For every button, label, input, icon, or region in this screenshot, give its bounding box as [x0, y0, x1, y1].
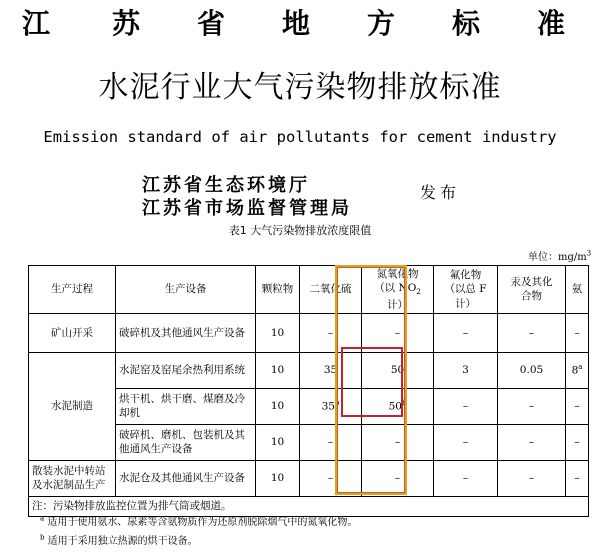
- so2-cell: 35: [300, 352, 362, 388]
- footnote-marker: b: [40, 533, 45, 542]
- ammonia-cell: –: [566, 460, 589, 496]
- header-fluoride: [434, 266, 498, 314]
- process-cell: 矿山开采: [29, 313, 116, 352]
- so2-cell: –: [300, 460, 362, 496]
- emission-limits-table: [28, 265, 589, 517]
- mercury-cell: –: [498, 313, 566, 352]
- equipment-cell: 烘干机、烘干磨、煤磨及冷却机: [116, 388, 256, 424]
- nox-cell: –: [362, 424, 434, 460]
- table-row: [29, 460, 589, 496]
- header-particulate: 颗粒物: [256, 266, 300, 314]
- mercury-cell: –: [498, 424, 566, 460]
- process-cell: 散装水泥中转站及水泥制品生产: [29, 460, 116, 496]
- mercury-cell: –: [498, 388, 566, 424]
- nox-line1: 氮氧化物: [376, 268, 419, 280]
- issuer-market-supervision: 江苏省市场监督管理局: [142, 198, 352, 219]
- mercury-line1: 汞及其化: [510, 276, 553, 289]
- table-row: [29, 313, 589, 352]
- mercury-line2: 合物: [521, 290, 542, 303]
- process-cell: 水泥制造: [29, 352, 116, 460]
- heading-char: 省: [197, 7, 226, 40]
- heading-char: 苏: [112, 7, 141, 40]
- nox-cell: 50: [362, 352, 434, 388]
- header-so2: 二氧化硫: [300, 266, 362, 314]
- fluoride-cell: 3: [434, 352, 498, 388]
- header-nox: [362, 266, 434, 314]
- so2-value: 35: [321, 400, 335, 413]
- heading-char: 标: [452, 7, 481, 40]
- fluoride-cell: –: [434, 388, 498, 424]
- particulate-cell: 10: [256, 424, 300, 460]
- heading-char: 地: [282, 7, 311, 40]
- mercury-cell: –: [498, 460, 566, 496]
- nox-line2-sub: 2: [416, 288, 421, 297]
- fluoride-cell: –: [434, 460, 498, 496]
- nox-line2-post: 计）: [387, 298, 408, 311]
- nox-cell: –: [362, 313, 434, 352]
- equipment-cell: 破碎机及其他通风生产设备: [116, 313, 256, 352]
- header-ammonia: 氨: [566, 266, 589, 314]
- particulate-cell: 10: [256, 352, 300, 388]
- fluoride-line2: （以总 F 计）: [444, 283, 487, 310]
- particulate-cell: 10: [256, 313, 300, 352]
- footnote-marker: b: [401, 399, 407, 408]
- nox-cell: –: [362, 460, 434, 496]
- footnote-b: [40, 532, 198, 547]
- table-header-row: [29, 266, 589, 314]
- publish-label: 发布: [420, 183, 461, 202]
- ammonia-cell: –: [566, 388, 589, 424]
- heading-char: 准: [537, 7, 566, 40]
- fluoride-line1: 氟化物: [449, 269, 482, 282]
- english-title: Emission standard of air pollutants for cement industry: [43, 128, 557, 146]
- nox-cell: [362, 388, 434, 424]
- equipment-cell: 破碎机、磨机、包装机及其他通风生产设备: [116, 424, 256, 460]
- table-row: [29, 352, 589, 388]
- particulate-cell: 10: [256, 388, 300, 424]
- footnote-a: [40, 513, 357, 528]
- header-process: 生产过程: [29, 266, 116, 314]
- ammonia-value: 8: [571, 364, 579, 377]
- fluoride-cell: –: [434, 424, 498, 460]
- footnote-text: 适用于使用氨水、尿素等含氨物质作为还原剂脱除烟气中的氮氧化物。: [47, 517, 358, 528]
- heading-char: 江: [22, 7, 51, 40]
- nox-line2-pre: （以 NO: [374, 282, 417, 295]
- unit-text: 单位：mg/m: [528, 252, 587, 263]
- table-note: 注：污染物排放监控位置为排气筒或烟道。: [29, 496, 589, 516]
- table-caption: 表1 大气污染物排放浓度限值: [228, 224, 372, 237]
- particulate-cell: 10: [256, 460, 300, 496]
- unit-label: [528, 248, 591, 263]
- ammonia-cell: –: [566, 313, 589, 352]
- equipment-cell: 水泥窑及窑尾余热利用系统: [116, 352, 256, 388]
- equipment-cell: 水泥仓及其他通风生产设备: [116, 460, 256, 496]
- standard-title: 水泥行业大气污染物排放标准: [98, 70, 502, 105]
- so2-cell: –: [300, 313, 362, 352]
- heading-char: 方: [367, 7, 396, 40]
- mercury-cell: 0.05: [498, 352, 566, 388]
- issuer-environment: 江苏省生态环境厅: [142, 175, 310, 196]
- footnote-marker: a: [578, 363, 583, 372]
- province-standard-heading: [0, 2, 600, 42]
- unit-sup: 3: [586, 249, 592, 258]
- so2-cell: [300, 388, 362, 424]
- footnote-marker: b: [334, 399, 340, 408]
- ammonia-cell: –: [566, 424, 589, 460]
- footnote-text: 适用于采用独立热源的烘干设备。: [47, 536, 198, 547]
- header-equipment: 生产设备: [116, 266, 256, 314]
- fluoride-cell: –: [434, 313, 498, 352]
- footnote-marker: a: [40, 514, 45, 523]
- nox-value: 50: [388, 400, 402, 413]
- header-mercury: [498, 266, 566, 314]
- ammonia-cell: [566, 352, 589, 388]
- so2-cell: –: [300, 424, 362, 460]
